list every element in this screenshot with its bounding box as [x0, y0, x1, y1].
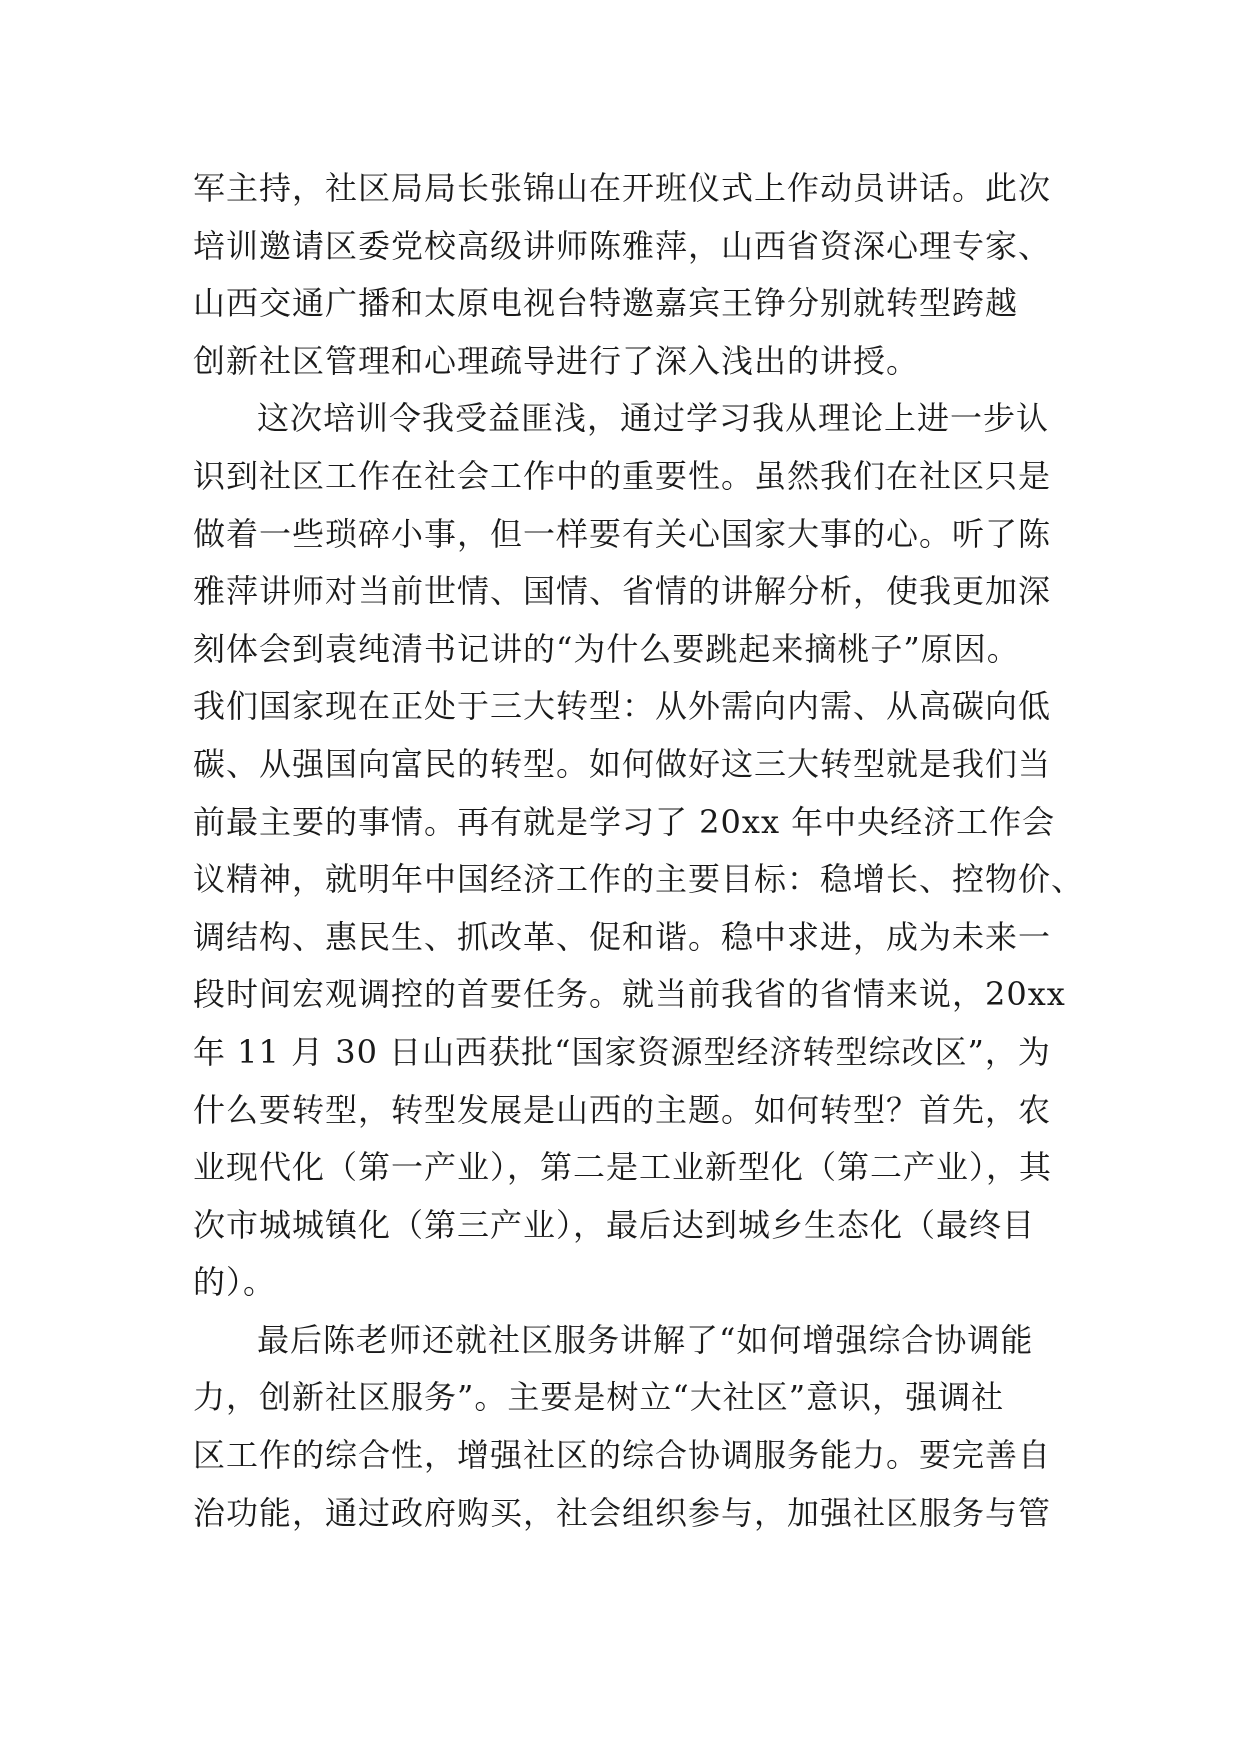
text-line: 的）。: [193, 1263, 277, 1302]
text-line: 前最主要的事情。再有就是学习了 20xx 年中央经济工作会: [193, 802, 1056, 841]
text-line: 段时间宏观调控的首要任务。就当前我省的省情来说，20xx: [193, 975, 1066, 1014]
text-line: 军主持，社区局局长张锦山在开班仪式上作动员讲话。此次: [193, 169, 1052, 207]
text-line: 创新社区管理和心理疏导进行了深入浅出的讲授。: [193, 341, 920, 380]
text-line: 识到社区工作在社会工作中的重要性。虽然我们在社区只是: [193, 456, 1052, 495]
text-line: 培训邀请区委党校高级讲师陈雅萍，山西省资深心理专家、: [193, 226, 1052, 265]
text-line: 什么要转型，转型发展是山西的主题。如何转型？首先，农: [193, 1090, 1052, 1129]
text-line: 做着一些琐碎小事，但一样要有关心国家大事的心。听了陈: [193, 514, 1052, 553]
text-line: 区工作的综合性，增强社区的综合协调服务能力。要完善自: [193, 1436, 1052, 1475]
paragraph-start-line: 最后陈老师还就社区服务讲解了“如何增强综合协调能: [257, 1320, 1034, 1359]
text-line: 治功能，通过政府购买，社会组织参与，加强社区服务与管: [193, 1493, 1052, 1532]
paragraph-start-line: 这次培训令我受益匪浅，通过学习我从理论上进一步认: [257, 399, 1050, 438]
text-line: 我们国家现在正处于三大转型：从外需向内需、从高碳向低: [193, 687, 1052, 726]
text-line: 山西交通广播和太原电视台特邀嘉宾王铮分别就转型跨越: [193, 284, 1019, 323]
text-line: 刻体会到袁纯清书记讲的“为什么要跳起来摘桃子”原因。: [193, 629, 1020, 668]
text-line: 调结构、惠民生、抓改革、促和谐。稳中求进，成为未来一: [193, 917, 1052, 956]
text-line: 业现代化（第一产业），第二是工业新型化（第二产业），其: [193, 1148, 1053, 1187]
text-line: 雅萍讲师对当前世情、国情、省情的讲解分析，使我更加深: [193, 572, 1052, 611]
text-line: 议精神，就明年中国经济工作的主要目标：稳增长、控物价、: [193, 860, 1085, 899]
text-line: 次市城城镇化（第三产业），最后达到城乡生态化（最终目: [193, 1205, 1036, 1244]
text-line: 力，创新社区服务”。主要是树立“大社区”意识，强调社: [193, 1378, 1005, 1417]
text-line: 年 11 月 30 日山西获批“国家资源型经济转型综改区”，为: [193, 1032, 1051, 1071]
document-body: [193, 160, 1085, 1542]
text-line: 碳、从强国向富民的转型。如何做好这三大转型就是我们当: [193, 744, 1052, 783]
